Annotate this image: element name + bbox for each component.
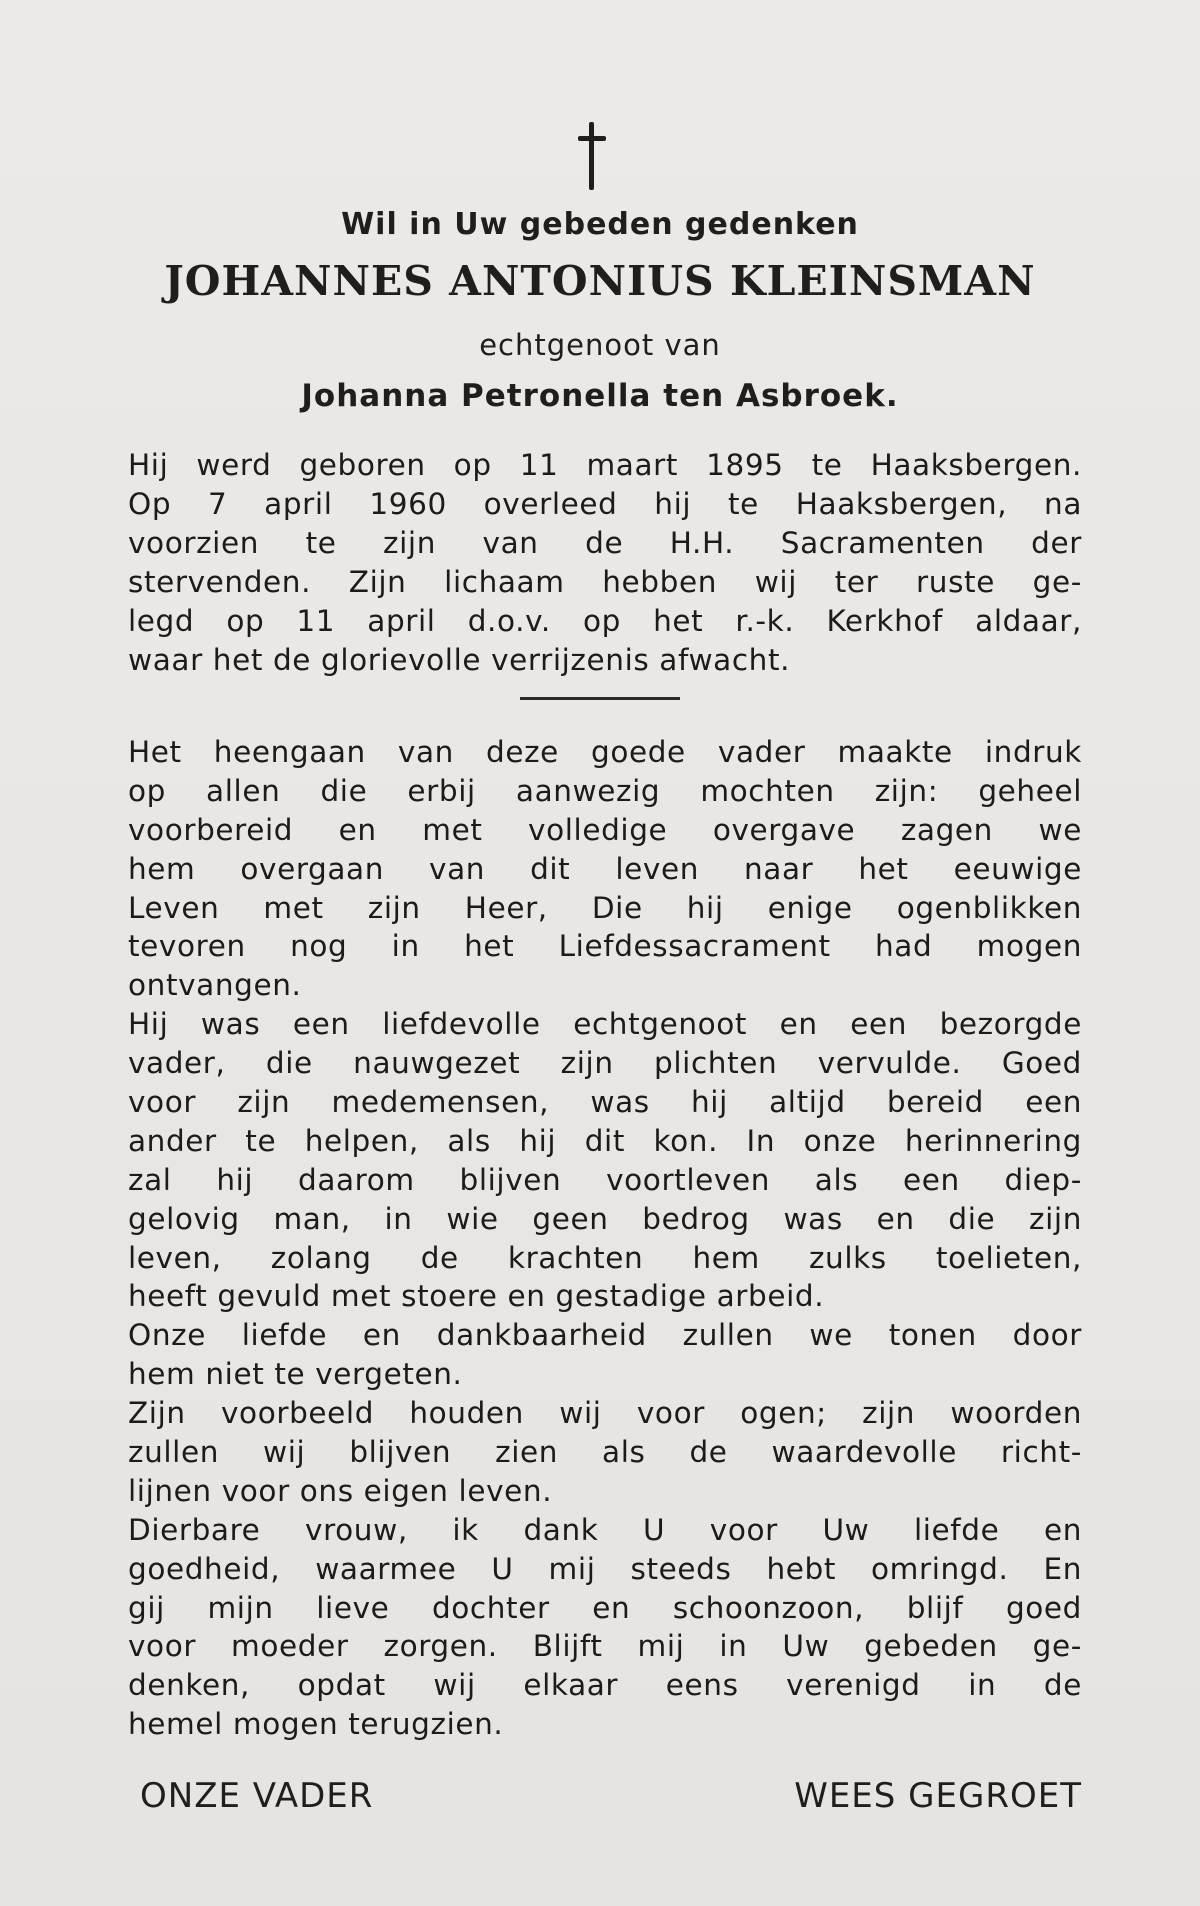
text-line: gij mijn lieve dochter en schoonzoon, blijf goed [128, 1590, 1082, 1625]
text-line: tevoren nog in het Liefdessacrament had mogen [128, 929, 1082, 964]
text-line: hem overgaan van dit leven naar het eeuwige [128, 851, 1082, 886]
text-line: voor zijn medemensen, was hij altijd bereid een [128, 1085, 1082, 1120]
text-line: hem niet te vergeten. [128, 1357, 463, 1392]
bio-line: voorzien te zijn van de H.H. Sacramenten der [128, 526, 1082, 560]
text-line: denken, opdat wij elkaar eens verenigd in de [128, 1668, 1082, 1703]
memorial-text [128, 733, 1082, 1744]
text-line: Het heengaan van deze goede vader maakte indruk [128, 735, 1082, 769]
spouse-of-label: echtgenoot van [479, 328, 721, 362]
text-line: zal hij daarom blijven voortleven als een diep- [128, 1162, 1082, 1197]
text-line: gelovig man, in wie geen bedrog was en die zijn [128, 1201, 1082, 1236]
text-line: op allen die erbij aanwezig mochten zijn: geheel [128, 773, 1082, 808]
text-line: ander te helpen, als hij dit kon. In onze herinnering [128, 1123, 1082, 1158]
text-line: goedheid, waarmee U mij steeds hebt omringd. En [128, 1551, 1082, 1586]
text-line: zullen wij blijven zien als de waardevolle richt- [128, 1435, 1082, 1470]
deceased-name: JOHANNES ANTONIUS KLEINSMAN [164, 257, 1036, 305]
text-line: hemel mogen terugzien. [128, 1707, 504, 1742]
text-line: Dierbare vrouw, ik dank U voor Uw liefde en [128, 1512, 1082, 1547]
bio-line: Hij werd geboren op 11 maart 1895 te Haaksbergen. [128, 448, 1082, 482]
bio-paragraph [128, 446, 1082, 680]
text-line: voorbereid en met volledige overgave zagen we [128, 812, 1082, 847]
text-line: Leven met zijn Heer, Die hij enige ogenblikken [128, 890, 1082, 925]
spouse-name: Johanna Petronella ten Asbroek. [301, 378, 899, 414]
bio-line: Op 7 april 1960 overleed hij te Haaksbergen, na [128, 487, 1082, 521]
text-line: ontvangen. [128, 968, 302, 1003]
text-line: Onze liefde en dankbaarheid zullen we tonen door [128, 1318, 1082, 1353]
text-line: leven, zolang de krachten hem zulks toelieten, [128, 1240, 1082, 1275]
cross-icon [578, 122, 606, 190]
bio-line: legd op 11 april d.o.v. op het r.-k. Kerkhof aldaar, [128, 604, 1082, 638]
bio-line: stervenden. Zijn lichaam hebben wij ter ruste ge- [128, 565, 1082, 599]
prayer-hail-mary: WEES GEGROET [794, 1776, 1082, 1816]
bio-line: waar het de glorievolle verrijzenis afwacht. [128, 643, 791, 677]
text-line: Hij was een liefdevolle echtgenoot en een bezorgde [128, 1007, 1082, 1042]
intro-line: Wil in Uw gebeden gedenken [341, 207, 859, 242]
divider-rule [520, 697, 680, 700]
prayer-our-father: ONZE VADER [140, 1776, 374, 1816]
text-line: heeft gevuld met stoere en gestadige arbeid. [128, 1279, 825, 1314]
text-line: Zijn voorbeeld houden wij voor ogen; zijn woorden [128, 1396, 1082, 1431]
text-line: vader, die nauwgezet zijn plichten vervulde. Goed [128, 1046, 1082, 1081]
text-line: lijnen voor ons eigen leven. [128, 1473, 553, 1508]
text-line: voor moeder zorgen. Blijft mij in Uw gebeden ge- [128, 1629, 1082, 1664]
